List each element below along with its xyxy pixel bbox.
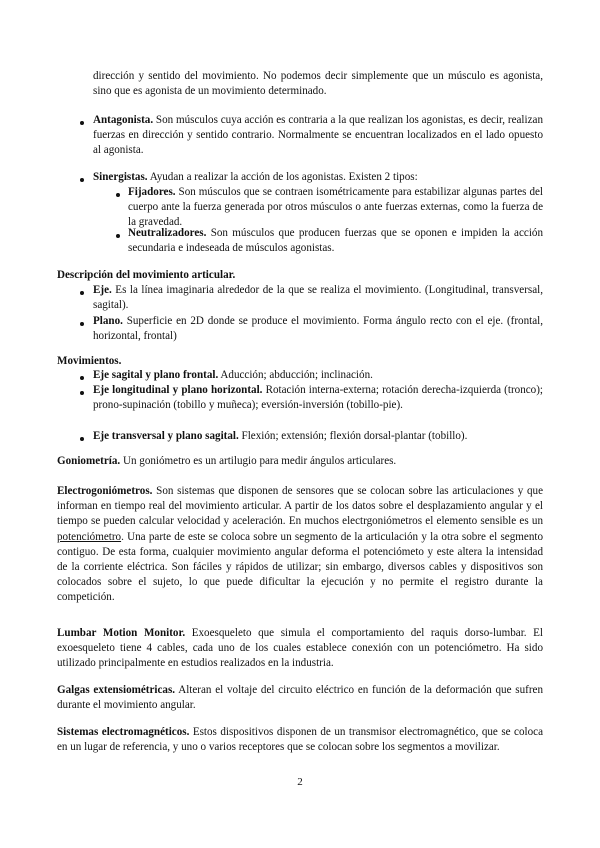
eje-item bbox=[93, 283, 543, 313]
plano-item bbox=[93, 314, 543, 344]
sub-bullet-icon bbox=[116, 234, 120, 238]
movimientos-heading: Movimientos. bbox=[57, 355, 122, 367]
fijadores-term: Fijadores. bbox=[128, 186, 176, 198]
bullet-icon bbox=[80, 322, 84, 326]
antagonista-text: Son músculos cuya acción es contraria a la que realizan los agonistas, es decir, realizan fuerzas en dirección y sentido contrario. Normalmente se encuentran localizados en el lado opuesto al agonista. bbox=[93, 114, 543, 157]
movimiento-item: Eje sagital y plano frontal. Aducción; abducción; inclinación. bbox=[93, 369, 373, 381]
page-number: 2 bbox=[297, 776, 303, 788]
neutralizadores-item bbox=[128, 226, 543, 256]
movimiento-item: Eje transversal y plano sagital. Flexión; extensión; flexión dorsal-plantar (tobillo). bbox=[93, 430, 468, 442]
descripcion-heading: Descripción del movimiento articular. bbox=[57, 269, 236, 281]
bullet-icon bbox=[80, 437, 84, 441]
eje-text: Es la línea imaginaria alrededor de la que se realiza el movimiento. (Longitudinal, transversal, sagital). bbox=[93, 284, 543, 312]
sinergistas-item bbox=[93, 170, 543, 185]
sinergistas-text: Ayudan a realizar la acción de los agonistas. Existen 2 tipos: bbox=[147, 171, 418, 183]
eje-term: Eje. bbox=[93, 284, 112, 296]
antagonista-item bbox=[93, 113, 543, 159]
sub-bullet-icon bbox=[116, 193, 120, 197]
fijadores-text: Son músculos que se contraen isométricamente para estabilizar algunas partes del cuerpo ante la fuerza generada por otros músculos o ante fuerzas externas, como la fuerza de la gravedad. bbox=[128, 186, 543, 229]
neutralizadores-text: Son músculos que producen fuerzas que se oponen e impiden la acción secundaria e indeseada de músculos agonistas. bbox=[128, 227, 543, 255]
continuation-text: dirección y sentido del movimiento. No podemos decir simplemente que un músculo es agonista, sino que es agonista de un movimiento determinado. bbox=[93, 70, 543, 98]
electrogoniometros-paragraph: Electrogoniómetros. Son sistemas que disponen de sensores que se colocan sobre las articulaciones y que informan en tiempo real del movimiento articular. A partir de los datos sobre el desplazamiento angular y el tiempo se pueden calcular velocidad y aceleración. En muchos electrgoniómetros el elemento sensible es un potenciómetro. Una parte de este se coloca sobre un segmento de la articulación y la otra sobre el segmento contiguo. De esta forma, cualquier movimiento angular deforma el potenciómeto y este altera la intensidad de la corriente eléctrica. Son fáciles y rápidos de utilizar; sin embargo, diversos cables y dispositivos son colocados sobre el sujeto, lo que puede dificultar la ejecución y no permite el registro durante la competición. bbox=[57, 485, 543, 604]
plano-text: Superficie en 2D donde se produce el movimiento. Forma ángulo recto con el eje. (frontal, horizontal, frontal) bbox=[93, 315, 543, 343]
antagonista-term: Antagonista. bbox=[93, 114, 154, 126]
bullet-icon bbox=[80, 121, 84, 125]
continuation-paragraph bbox=[93, 69, 543, 99]
bullet-icon bbox=[80, 391, 84, 395]
sistemas-paragraph: Sistemas electromagnéticos. Estos dispositivos disponen de un transmisor electromagnético, que se coloca en un lugar de referencia, y uno o varios receptores que se colocan sobre los segmentos a movilizar. bbox=[57, 726, 543, 754]
bullet-icon bbox=[80, 376, 84, 380]
sinergistas-term: Sinergistas. bbox=[93, 171, 148, 183]
galgas-paragraph: Galgas extensiométricas. Alteran el voltaje del circuito eléctrico en función de la deformación que sufren durante el movimiento angular. bbox=[57, 684, 543, 712]
bullet-icon bbox=[80, 291, 84, 295]
fijadores-item bbox=[128, 185, 543, 231]
goniometria-paragraph: Goniometría. Un goniómetro es un artilugio para medir ángulos articulares. bbox=[57, 455, 397, 467]
lumbar-paragraph: Lumbar Motion Monitor. Exoesqueleto que simula el comportamiento del raquis dorso-lumbar. El exoesqueleto tiene 4 cables, cada uno de los cuales establece conexión con un potenciómetro. Ha sido utilizado principalmente en estudios realizados en la industria. bbox=[57, 627, 543, 670]
movimiento-item: Eje longitudinal y plano horizontal. Rotación interna-externa; rotación derecha-izquierda (tronco); prono-supinación (tobillo y muñeca); eversión-inversión (tobillo-pie). bbox=[93, 384, 543, 412]
plano-term: Plano. bbox=[93, 315, 123, 327]
bullet-icon bbox=[80, 178, 84, 182]
neutralizadores-term: Neutralizadores. bbox=[128, 227, 207, 239]
potenciometro-underlined: potenciómetro bbox=[57, 530, 122, 543]
